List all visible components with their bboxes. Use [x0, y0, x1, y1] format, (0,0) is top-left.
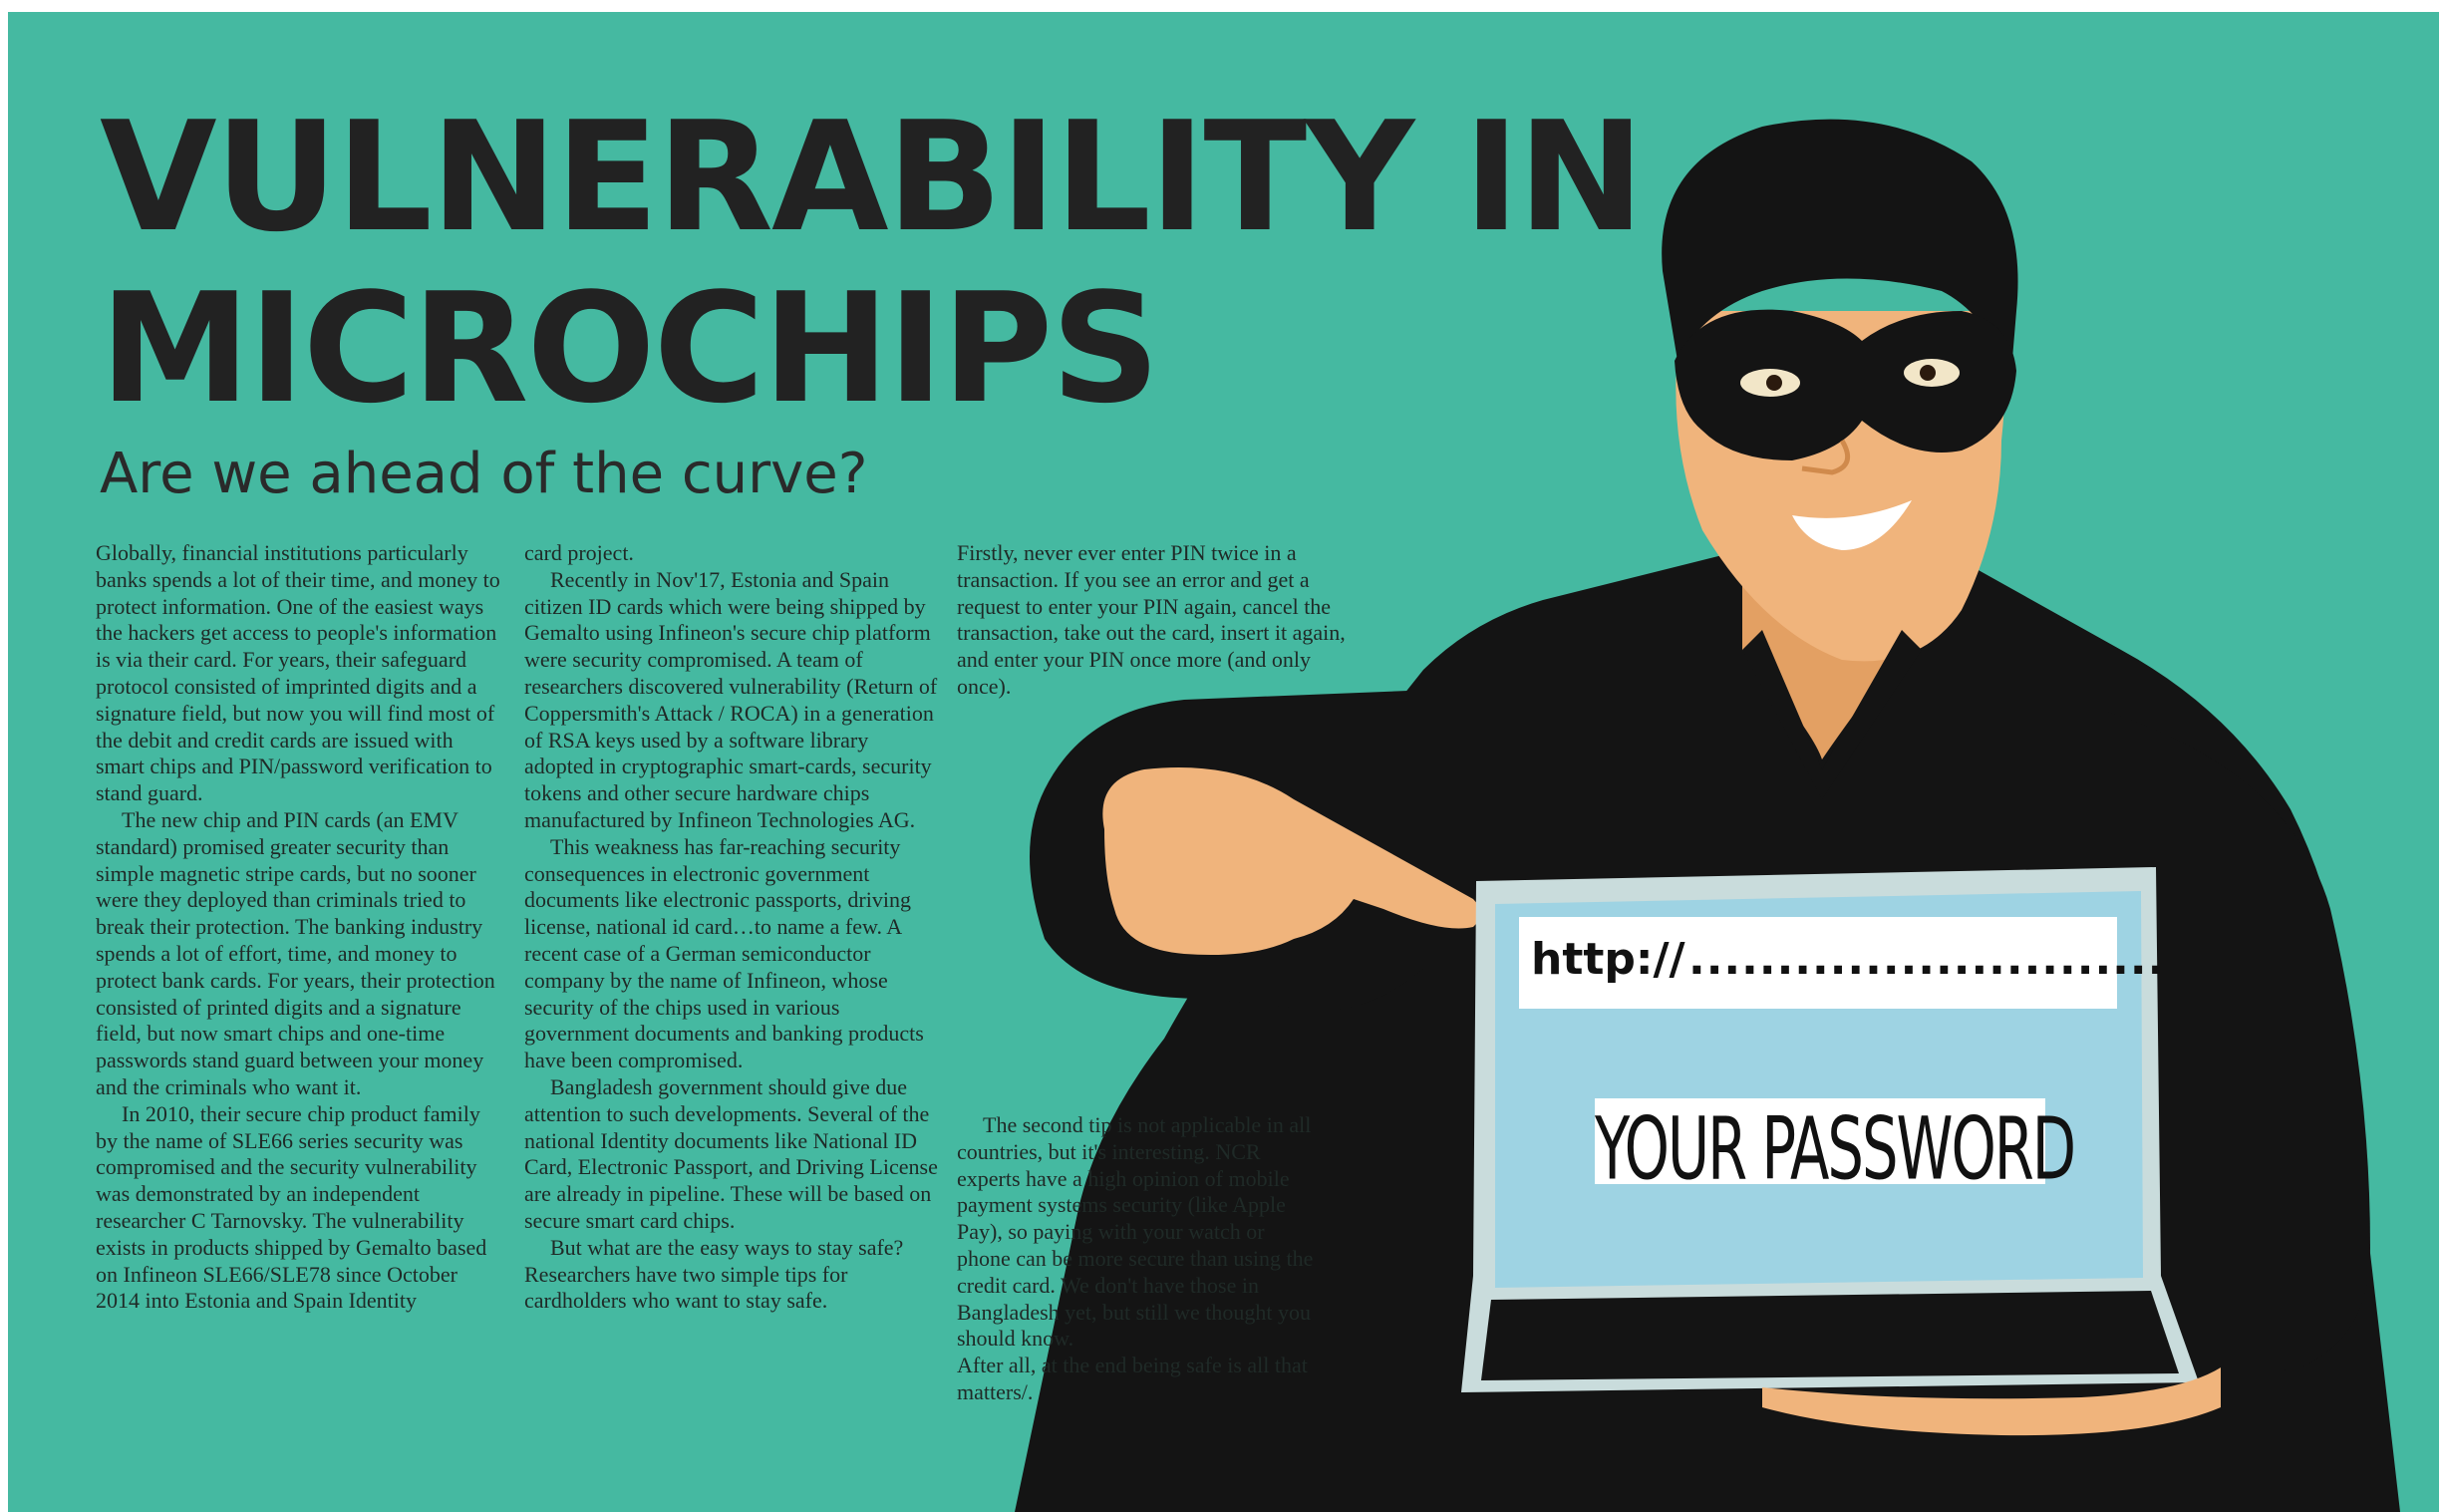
left-pupil: [1766, 375, 1782, 391]
article-column-2: [524, 540, 943, 1315]
headline-line-2: MICROCHIPS: [100, 260, 1158, 437]
article-column-3-lower: [957, 1112, 1316, 1406]
subtitle: Are we ahead of the curve?: [100, 442, 868, 506]
article-column-1: [96, 540, 502, 1315]
url-bar-dots: ...........................: [1688, 934, 2166, 985]
url-bar-text: http://: [1531, 934, 1685, 985]
paragraph: Firstly, never ever enter PIN twice in a transaction. If you see an error and get a request to enter your PIN again, cancel the transaction, take out the card, insert it again, and enter your PIN once more (and only once).: [957, 540, 1346, 699]
article-column-3: [957, 540, 1366, 701]
paragraph: Globally, financial institutions particularly banks spends a lot of their time, and money to protect information. One of the easiest ways the hackers get access to people's information is via their card. For years, their safeguard protocol consisted of imprinted digits and a signature field, but now you will find most of the debit and credit cards are issued with smart chips and PIN/password verification to stand guard.: [96, 540, 500, 806]
paragraph: This weakness has far-reaching security consequences in electronic government documents like electronic passports, driving license, national id card…to name a few. A recent case of a German semiconductor company by the name of Infineon, whose security of the chips used in various government documents and banking products have been compromised.: [524, 833, 924, 1073]
paragraph: After all, at the end being safe is all that matters/.: [957, 1353, 1308, 1404]
right-pupil: [1920, 365, 1936, 381]
paragraph: card project.: [524, 540, 634, 565]
paragraph: The new chip and PIN cards (an EMV standard) promised greater security than simple magnetic stripe cards, but no sooner were they deployed than criminals tried to break their protection. The banking industry spends a lot of effort, time, and money to protect bank cards. For years, their protection consisted of printed digits and a signature field, but now smart chips and one-time passwords stand guard between your money and the criminals who want it.: [96, 806, 495, 1099]
laptop-keyboard: [1481, 1291, 2179, 1380]
paragraph: In 2010, their secure chip product family by the name of SLE66 series security was compromised and the security vulnerability was demonstrated by an independent researcher C Tarnovsky. The vulnerability exists in products shipped by Gemalto based on Infineon SLE66/SLE78 since October 2014 into Estonia and Spain Identity: [96, 1100, 487, 1314]
magazine-page: [8, 12, 2439, 1512]
headline-line-1: VULNERABILITY IN: [100, 89, 1643, 265]
paragraph: The second tip is not applicable in all countries, but it's interesting. NCR experts have a high opinion of mobile payment systems security (like Apple Pay), so paying with your watch or phone can be more secure than using the credit card. We don't have those in Bangladesh yet, but still we thought you should know.: [957, 1112, 1314, 1352]
paragraph: Bangladesh government should give due attention to such developments. Several of the national Identity documents like National ID Card, Electronic Passport, and Driving License are already in pipeline. These will be based on secure smart card chips.: [524, 1073, 938, 1233]
eye-mask: [1675, 310, 2016, 460]
password-field-text: YOUR PASSWORD: [1595, 1100, 2075, 1200]
paragraph: Recently in Nov'17, Estonia and Spain citizen ID cards which were being shipped by Gemalto using Infineon's secure chip platform were security compromised. A team of researchers discovered vulnerability (Return of Coppersmith's Attack / ROCA) in a generation of RSA keys used by a software library adopted in cryptographic smart-cards, security tokens and other secure hardware chips manufactured by Infineon Technologies AG.: [524, 566, 938, 832]
paragraph: But what are the easy ways to stay safe? Researchers have two simple tips for cardholders who want to stay safe.: [524, 1234, 904, 1314]
